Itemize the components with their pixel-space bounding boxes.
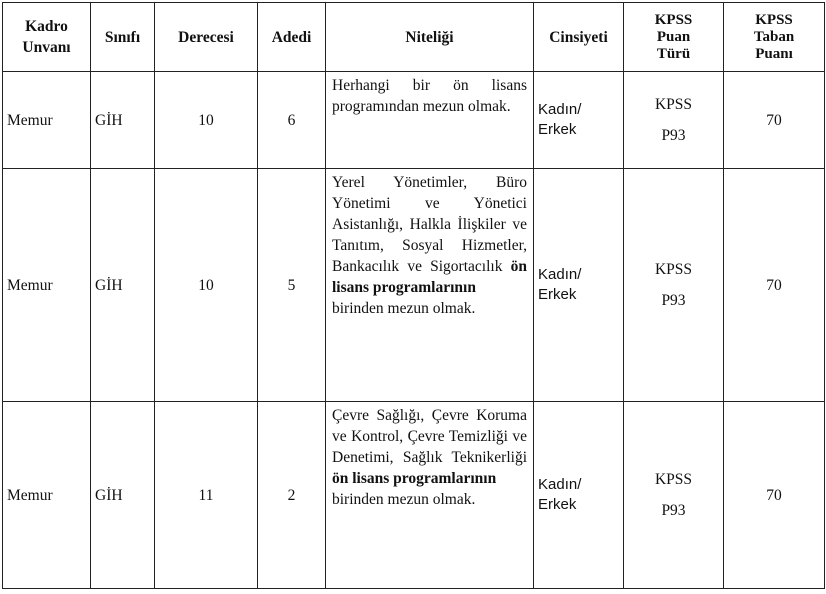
cell-taban-puan: 70 xyxy=(724,402,825,589)
header-sinifi: Sınıfı xyxy=(91,3,155,72)
nitelik-bold: ön lisans programlarının xyxy=(332,258,527,296)
table-row xyxy=(3,72,825,169)
cell-puan-turu: KPSS P93 xyxy=(624,402,724,589)
cell-sinif: GİH xyxy=(91,402,155,589)
cell-taban-puan: 70 xyxy=(724,72,825,169)
nitelik-text: Yerel Yönetimler, Büro Yönetimi ve Yönetici Asistanlığı, Halkla İlişkiler ve Tanıtım, Sosyal Hizmetler, Bankacılık ve Sigortacılık xyxy=(332,174,527,275)
header-derecesi: Derecesi xyxy=(155,3,258,72)
table-row xyxy=(3,402,825,589)
cell-unvan: Memur xyxy=(3,169,91,402)
table-row xyxy=(3,169,825,402)
cell-cinsiyet: Kadın/ Erkek xyxy=(534,169,624,402)
cell-unvan: Memur xyxy=(3,72,91,169)
nitelik-last: birinden mezun olmak. xyxy=(332,300,476,317)
cell-sinif: GİH xyxy=(91,169,155,402)
cell-derece: 11 xyxy=(155,402,258,589)
cell-adet: 6 xyxy=(258,72,326,169)
staff-position-table xyxy=(2,2,825,589)
cell-cinsiyet: Kadın/ Erkek xyxy=(534,402,624,589)
cell-derece: 10 xyxy=(155,72,258,169)
nitelik-text: Çevre Sağlığı, Çevre Koruma ve Kontrol, Çevre Temizliği ve Denetimi, Sağlık Teknikerliği xyxy=(332,407,527,466)
nitelik-bold: ön lisans programlarının xyxy=(332,470,497,487)
cell-nitelik xyxy=(326,169,534,402)
cell-puan-turu: KPSS P93 xyxy=(624,169,724,402)
cell-adet: 5 xyxy=(258,169,326,402)
cell-unvan: Memur xyxy=(3,402,91,589)
cell-puan-turu: KPSS P93 xyxy=(624,72,724,169)
header-kpss-taban-puani: KPSS Taban Puanı xyxy=(724,3,825,72)
header-cinsiyeti: Cinsiyeti xyxy=(534,3,624,72)
header-kpss-puan-turu: KPSS Puan Türü xyxy=(624,3,724,72)
cell-derece: 10 xyxy=(155,169,258,402)
header-niteligi: Niteliği xyxy=(326,3,534,72)
header-kadro-unvani: Kadro Unvanı xyxy=(3,3,91,72)
cell-taban-puan: 70 xyxy=(724,169,825,402)
cell-nitelik xyxy=(326,72,534,169)
cell-sinif: GİH xyxy=(91,72,155,169)
nitelik-text: Herhangi bir ön lisans programından mezun olmak. xyxy=(332,77,527,115)
header-row xyxy=(3,3,825,72)
cell-adet: 2 xyxy=(258,402,326,589)
header-adedi: Adedi xyxy=(258,3,326,72)
nitelik-last: birinden mezun olmak. xyxy=(332,491,476,508)
cell-nitelik xyxy=(326,402,534,589)
cell-cinsiyet: Kadın/ Erkek xyxy=(534,72,624,169)
